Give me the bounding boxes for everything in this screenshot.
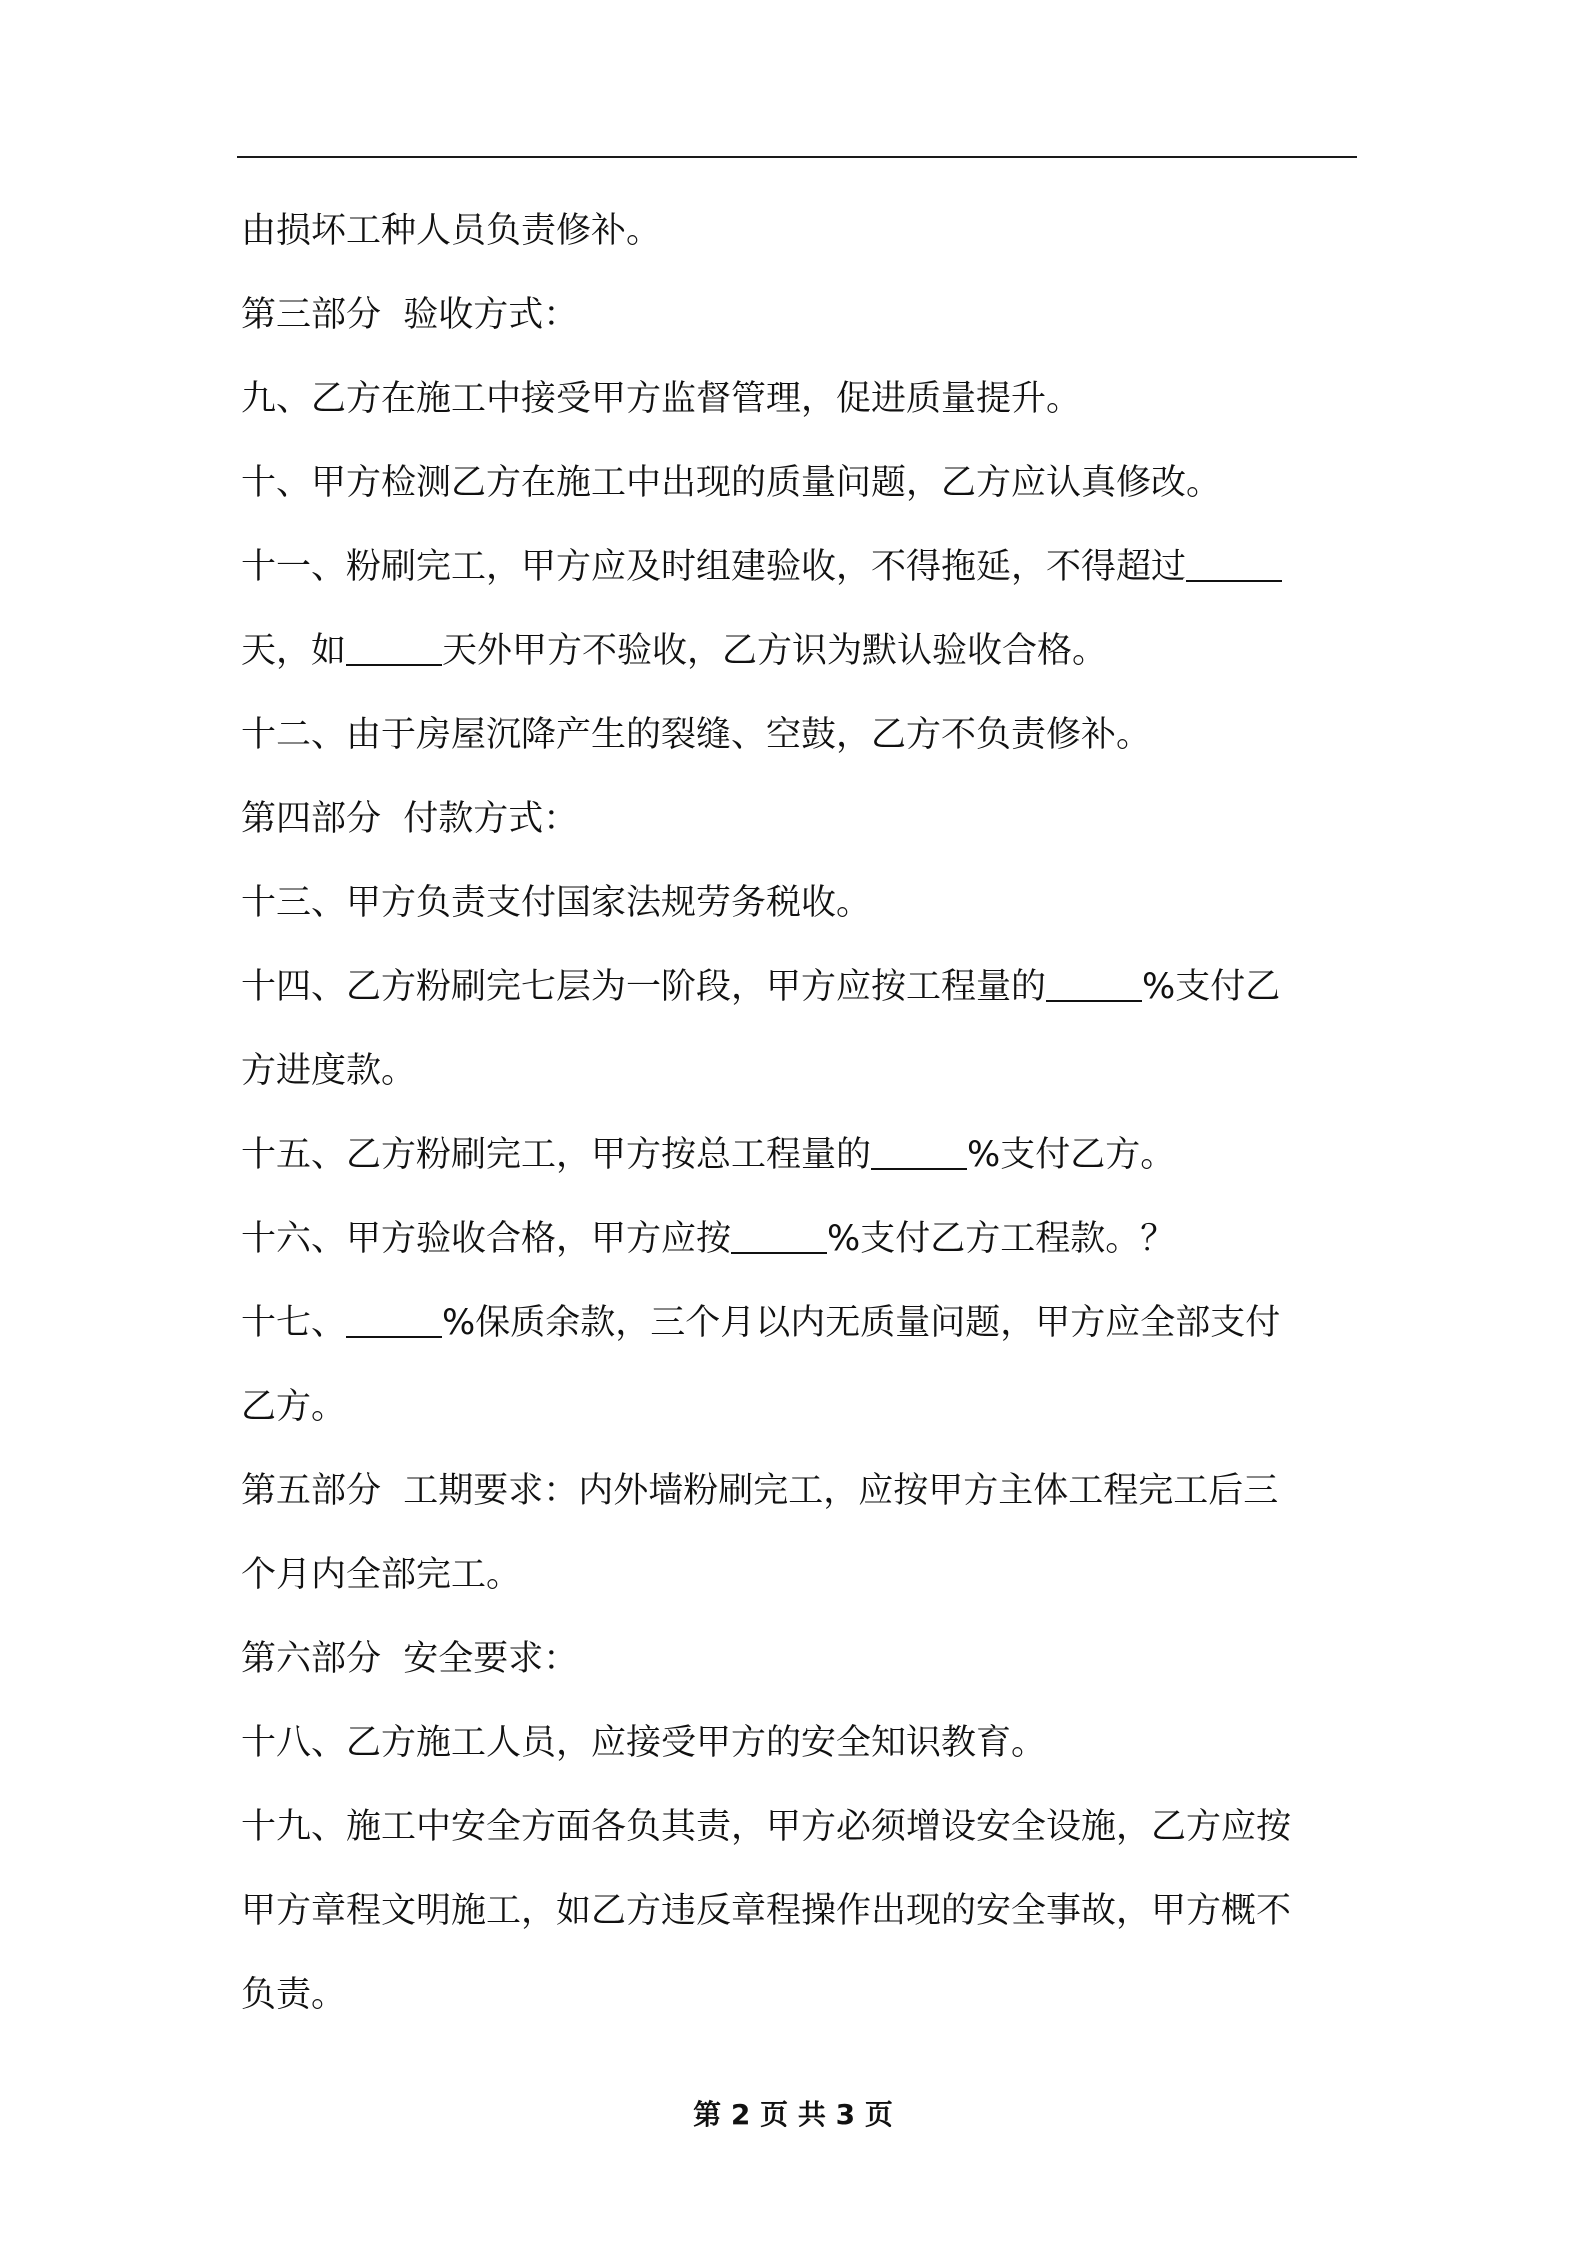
text-line: [241, 1720, 1046, 1766]
text-line: [241, 1384, 346, 1430]
text-span: 由损坏工种人员负责修补。: [241, 211, 662, 251]
text-line: [241, 1804, 1291, 1850]
text-span: 十七、: [241, 1303, 347, 1343]
fill-blank: [1186, 550, 1282, 582]
text-line: [241, 1888, 1291, 1934]
section-heading: [241, 1636, 578, 1682]
text-span: 十九、施工中安全方面各负其责，甲方必须增设安全设施，乙方应按: [241, 1807, 1292, 1847]
text-span: 九、乙方在施工中接受甲方监督管理，促进质量提升。: [241, 379, 1082, 419]
text-span: %支付乙方。: [967, 1135, 1176, 1175]
text-line: [241, 1132, 1175, 1178]
text-span: 第三部分 验收方式：: [241, 295, 579, 335]
text-span: 第五部分 工期要求：内外墙粉刷完工，应按甲方主体工程完工后三: [241, 1471, 1279, 1511]
text-line: [241, 1048, 416, 1094]
page-number: 第 2 页 共 3 页: [693, 2098, 893, 2131]
text-line: [241, 1552, 521, 1598]
text-span: 十一、粉刷完工，甲方应及时组建验收，不得拖延，不得超过: [241, 547, 1187, 587]
section-heading: [241, 292, 578, 338]
text-span: 十三、甲方负责支付国家法规劳务税收。: [241, 883, 872, 923]
text-span: %支付乙方工程款。？: [827, 1219, 1176, 1259]
header-rule: [237, 156, 1357, 158]
text-span: 十六、甲方验收合格，甲方应按: [241, 1219, 732, 1259]
text-span: 第六部分 安全要求：: [241, 1639, 579, 1679]
text-line: [241, 628, 1107, 674]
text-span: %保质余款，三个月以内无质量问题，甲方应全部支付: [442, 1303, 1281, 1343]
text-span: %支付乙: [1142, 967, 1281, 1007]
fill-blank: [731, 1222, 827, 1254]
text-span: 甲方章程文明施工，如乙方违反章程操作出现的安全事故，甲方概不: [241, 1891, 1292, 1931]
text-span: 天外甲方不验收，乙方识为默认验收合格。: [442, 631, 1108, 671]
fill-blank: [871, 1138, 967, 1170]
text-span: 十、甲方检测乙方在施工中出现的质量问题，乙方应认真修改。: [241, 463, 1222, 503]
text-line: [241, 712, 1151, 758]
text-span: 天，如: [241, 631, 347, 671]
text-span: 十八、乙方施工人员，应接受甲方的安全知识教育。: [241, 1723, 1047, 1763]
fill-blank: [346, 1306, 442, 1338]
text-span: 第四部分 付款方式：: [241, 799, 579, 839]
text-span: 个月内全部完工。: [241, 1555, 522, 1595]
text-span: 十二、由于房屋沉降产生的裂缝、空鼓，乙方不负责修补。: [241, 715, 1152, 755]
fill-blank: [1046, 970, 1142, 1002]
text-span: 乙方。: [241, 1387, 347, 1427]
section-heading: [241, 1468, 1278, 1514]
text-line: [241, 460, 1221, 506]
text-line: [241, 964, 1280, 1010]
section-heading: [241, 796, 578, 842]
text-span: 十五、乙方粉刷完工，甲方按总工程量的: [241, 1135, 872, 1175]
text-span: 负责。: [241, 1975, 347, 2015]
text-line: [241, 1216, 1175, 1262]
text-line: [241, 1972, 346, 2018]
text-line: [241, 208, 661, 254]
text-span: 方进度款。: [241, 1051, 417, 1091]
text-line: [241, 376, 1081, 422]
text-line: [241, 880, 871, 926]
text-line: [241, 544, 1282, 590]
fill-blank: [346, 634, 442, 666]
text-line: [241, 1300, 1280, 1346]
text-span: 十四、乙方粉刷完七层为一阶段，甲方应按工程量的: [241, 967, 1047, 1007]
